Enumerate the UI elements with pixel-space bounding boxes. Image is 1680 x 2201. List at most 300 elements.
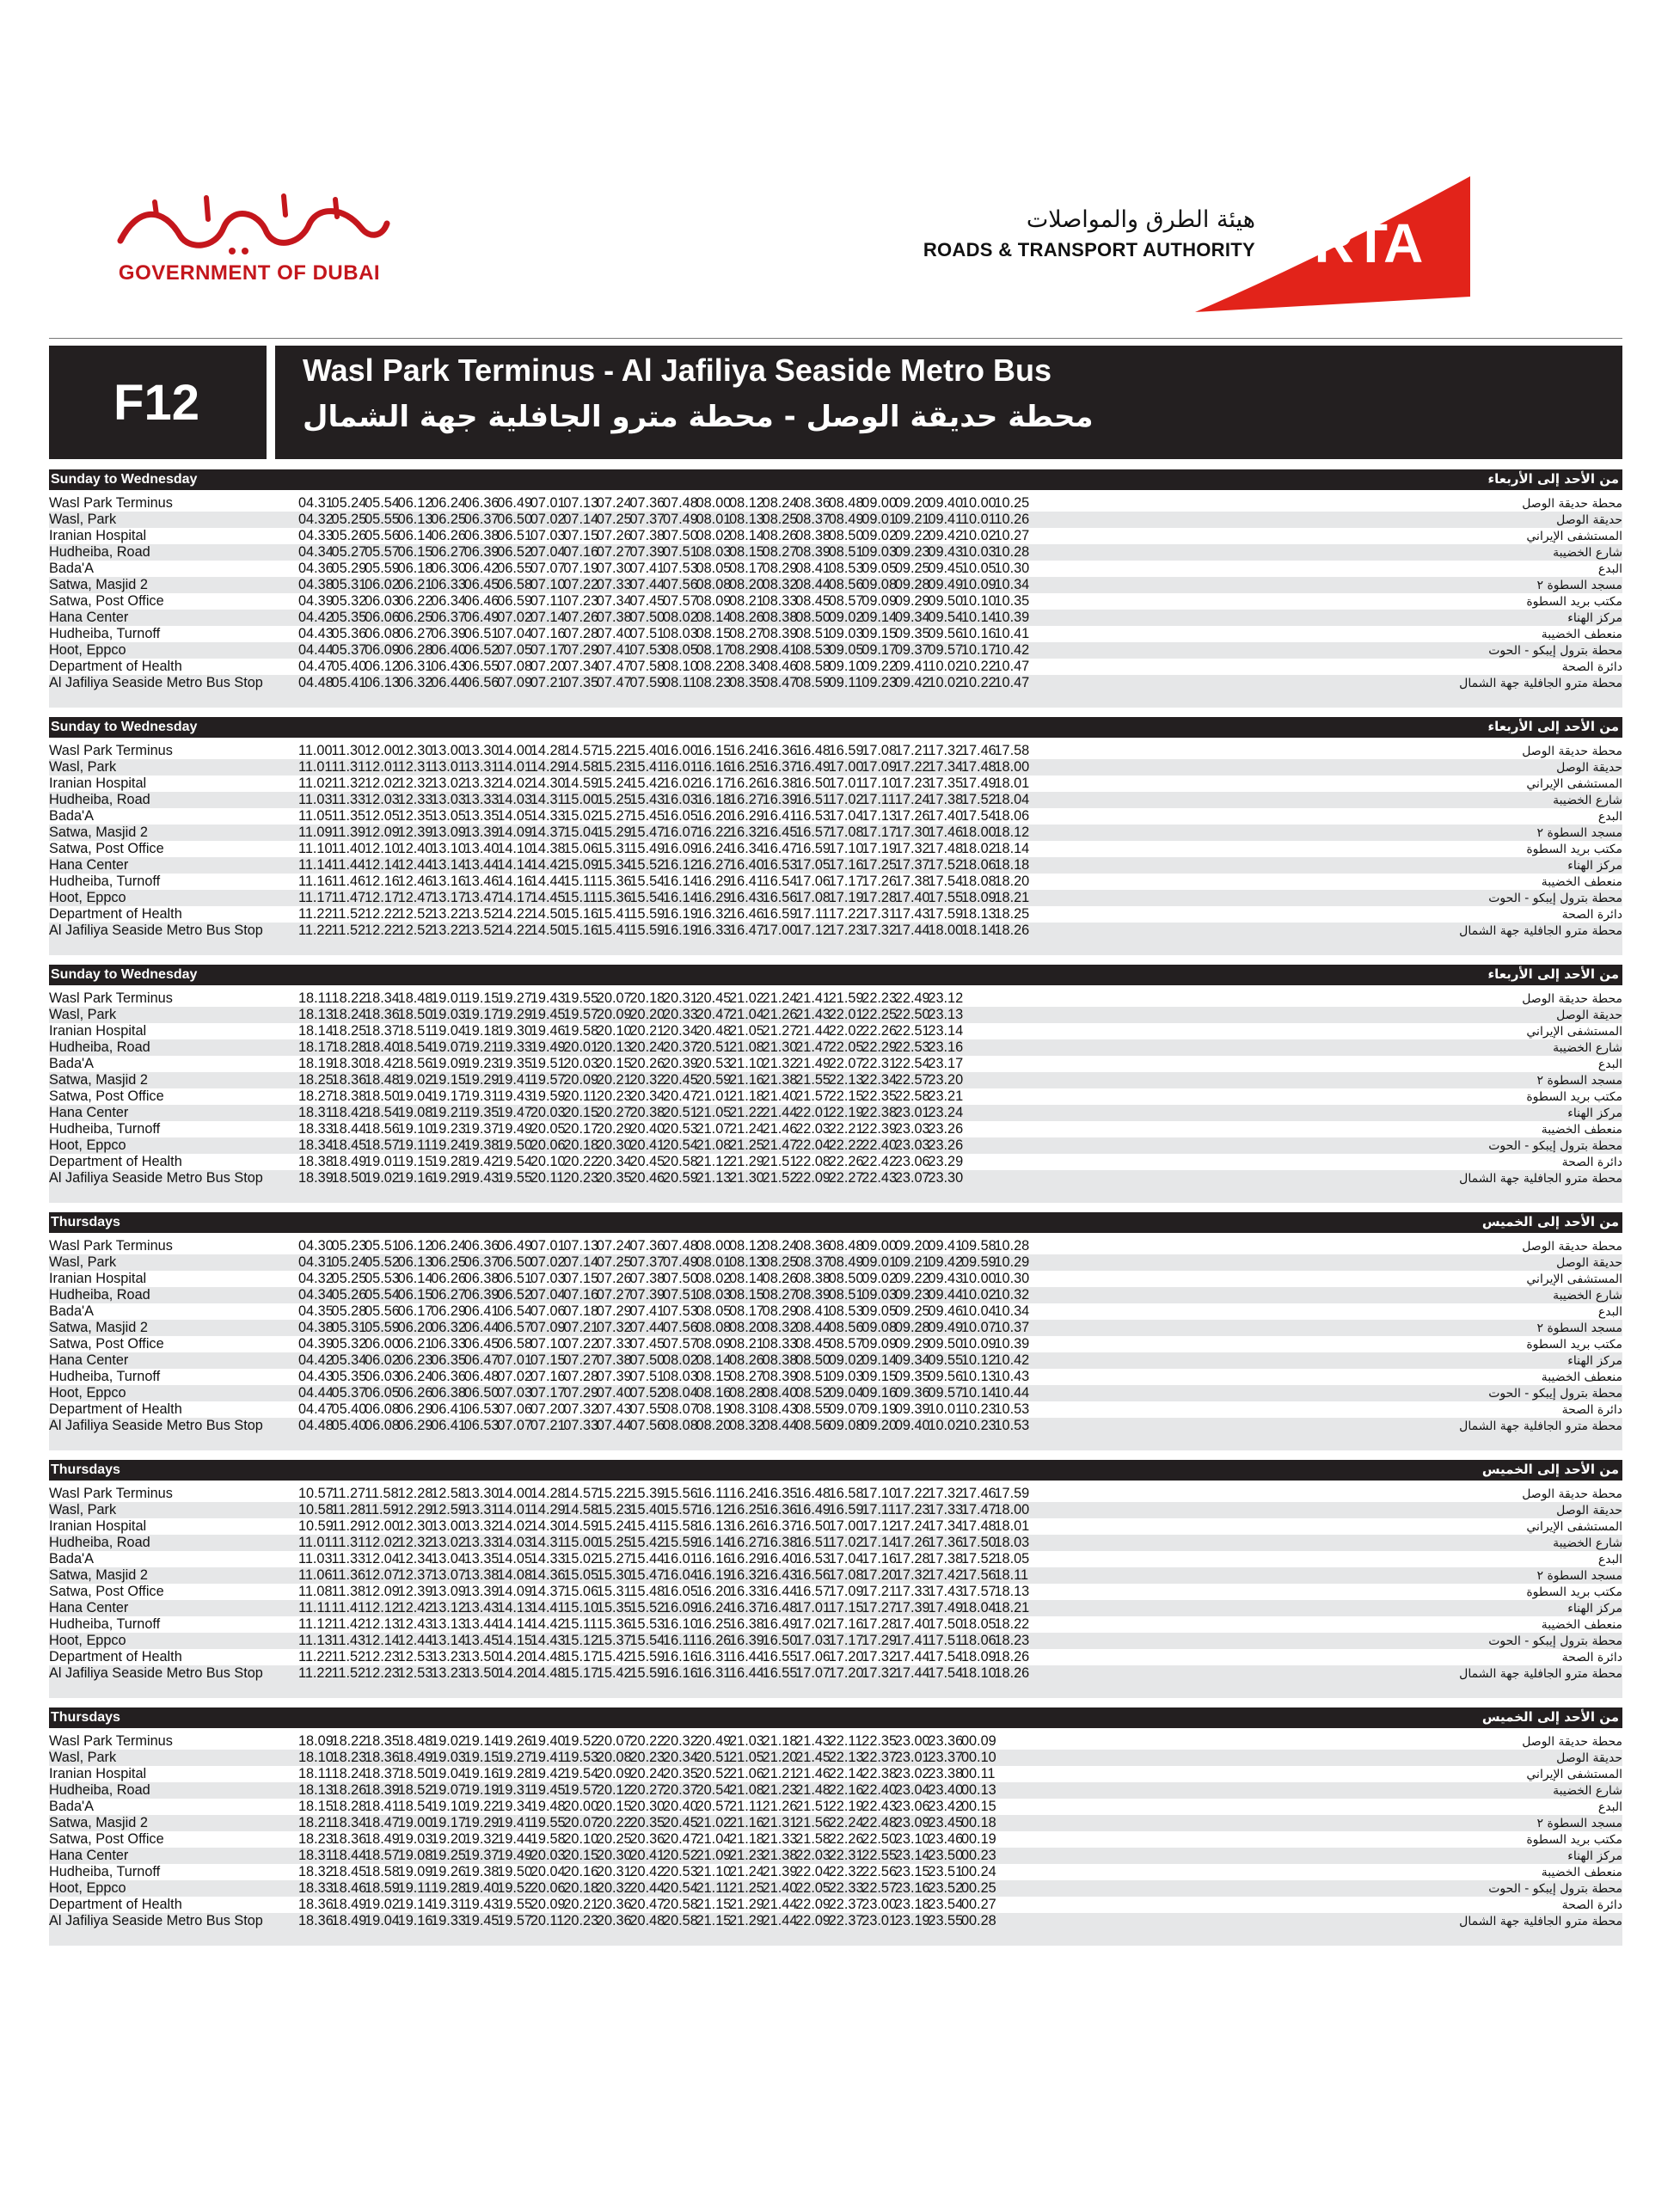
departure-time: 19.58 [530, 1831, 566, 1847]
departure-time: 09.20 [894, 495, 930, 511]
departure-time: 09.37 [894, 642, 930, 658]
departure-time: 07.34 [596, 593, 632, 609]
departure-time: 21.24 [729, 1864, 764, 1879]
departure-time: 07.39 [596, 1369, 632, 1384]
departure-time: 09.39 [894, 1401, 930, 1417]
departure-time: 00.27 [960, 1897, 996, 1912]
table-row [49, 1600, 1622, 1616]
departure-time: 20.36 [629, 1831, 665, 1847]
departure-time: 07.16 [530, 626, 566, 641]
departure-time: 06.37 [431, 610, 466, 625]
table-row [49, 1303, 1622, 1320]
departure-time: 06.50 [497, 1254, 533, 1270]
departure-time: 07.50 [663, 1271, 698, 1286]
departure-time: 09.00 [861, 495, 898, 511]
departure-time: 07.04 [530, 544, 566, 560]
departure-time: 12.14 [365, 1633, 400, 1648]
departure-time: 23.04 [894, 1782, 930, 1798]
departure-time: 11.09 [298, 825, 333, 840]
departure-time: 21.23 [762, 1782, 798, 1798]
stop-name-arabic: مسجد السطوة ٢ [1536, 1321, 1622, 1335]
departure-time: 18.49 [331, 1897, 367, 1912]
departure-time: 08.48 [828, 495, 864, 511]
departure-time: 18.36 [298, 1913, 334, 1928]
stop-name-arabic: محطة بترول إيبكو - الحوت [1488, 892, 1622, 905]
departure-time: 04.35 [298, 1303, 334, 1319]
departure-time: 16.24 [696, 1600, 732, 1615]
departure-time: 12.04 [365, 1551, 400, 1566]
departure-time: 16.36 [762, 743, 798, 758]
departure-time: 18.21 [994, 1600, 1030, 1615]
departure-time: 06.36 [463, 1238, 500, 1254]
departure-time: 06.38 [431, 1385, 466, 1401]
departure-time: 12.09 [365, 825, 400, 840]
departure-time: 20.01 [563, 1039, 599, 1055]
departure-time: 13.22 [431, 923, 466, 938]
departure-time: 11.44 [331, 857, 366, 873]
departure-time: 14.00 [497, 743, 533, 758]
departure-time: 07.57 [663, 1336, 698, 1352]
stop-name-arabic: محطة حديقة الوصل [1522, 745, 1622, 758]
departure-time: 05.40 [331, 1401, 367, 1417]
departure-time: 15.22 [596, 743, 632, 758]
stop-name: Al Jafiliya Seaside Metro Bus Stop [49, 923, 263, 938]
departure-time: 19.43 [463, 1897, 500, 1912]
departure-time: 09.25 [894, 1303, 930, 1319]
departure-time: 08.11 [663, 675, 697, 690]
departure-time: 20.59 [696, 1072, 732, 1088]
departure-time: 13.52 [463, 906, 500, 922]
departure-time: 17.51 [928, 1633, 964, 1648]
departure-time: 17.33 [928, 1502, 964, 1517]
departure-time: 13.10 [431, 841, 466, 856]
stop-name: Iranian Hospital [49, 1518, 147, 1534]
departure-time: 06.29 [397, 1401, 433, 1417]
departure-time: 14.01 [497, 759, 533, 775]
departure-time: 18.13 [994, 1584, 1030, 1599]
departure-time: 12.29 [397, 1502, 433, 1517]
departure-time: 23.45 [928, 1815, 964, 1830]
departure-time: 10.13 [960, 1369, 996, 1384]
departure-time: 20.05 [530, 1121, 566, 1137]
stop-name: Bada'A [49, 808, 94, 824]
departure-time: 20.32 [663, 1733, 698, 1749]
table-row [49, 1880, 1622, 1897]
table-row [49, 923, 1622, 955]
departure-time: 12.52 [397, 923, 433, 938]
departure-time: 21.05 [696, 1105, 732, 1120]
departure-time: 21.33 [762, 1831, 798, 1847]
departure-time: 22.26 [861, 1023, 898, 1039]
departure-time: 06.32 [397, 675, 433, 690]
stop-name-arabic: حديقة الوصل [1556, 1504, 1622, 1517]
departure-time: 06.26 [431, 1271, 466, 1286]
departure-time: 16.59 [828, 1502, 864, 1517]
departure-time: 11.06 [298, 1567, 333, 1583]
departure-time: 08.40 [762, 1385, 798, 1401]
stop-name: Hoot, Eppco [49, 1880, 126, 1896]
departure-time: 16.22 [696, 825, 732, 840]
departure-time: 15.25 [596, 792, 632, 807]
stop-name-arabic: حديقة الوصل [1556, 1256, 1622, 1270]
departure-time: 05.54 [365, 495, 400, 511]
departure-time: 17.59 [994, 1486, 1030, 1501]
departure-time: 08.33 [762, 1336, 798, 1352]
departure-time: 07.37 [629, 1254, 665, 1270]
departure-time: 23.50 [928, 1848, 964, 1863]
departure-time: 22.07 [828, 1056, 864, 1071]
departure-time: 07.55 [629, 1401, 665, 1417]
departure-time: 07.51 [629, 626, 665, 641]
departure-time: 06.12 [397, 495, 433, 511]
departure-time: 07.13 [563, 495, 599, 511]
departure-time: 06.41 [431, 1418, 466, 1433]
departure-time: 04.47 [298, 1401, 334, 1417]
departure-time: 17.58 [994, 743, 1030, 758]
departure-time: 20.44 [629, 1880, 665, 1896]
departure-time: 06.44 [431, 675, 466, 690]
departure-time: 22.09 [795, 1913, 831, 1928]
departure-time: 08.49 [828, 1254, 864, 1270]
departure-time: 22.42 [861, 1154, 898, 1169]
departure-time: 05.37 [331, 642, 367, 658]
stop-name: Satwa, Masjid 2 [49, 1567, 148, 1583]
departure-time: 18.36 [298, 1897, 334, 1912]
departure-time: 14.14 [497, 857, 533, 873]
departure-time: 11.03 [298, 792, 333, 807]
departure-time: 15.06 [563, 1584, 599, 1599]
departure-time: 17.46 [928, 825, 964, 840]
departure-time: 20.35 [629, 1815, 665, 1830]
departure-time: 04.32 [298, 512, 334, 527]
departure-time: 05.56 [365, 528, 400, 543]
departure-time: 06.02 [365, 1352, 400, 1368]
departure-time: 06.46 [463, 593, 500, 609]
departure-time: 18.37 [365, 1023, 400, 1039]
departure-time: 10.42 [994, 642, 1030, 658]
departure-time: 07.36 [629, 1238, 665, 1254]
departure-time: 21.26 [762, 1007, 798, 1022]
stop-name: Wasl, Park [49, 1254, 117, 1270]
departure-time: 07.56 [663, 1320, 698, 1335]
departure-time: 23.01 [861, 1913, 898, 1928]
departure-time: 07.45 [629, 1336, 665, 1352]
departure-time: 18.14 [994, 841, 1030, 856]
departure-time: 23.09 [894, 1815, 930, 1830]
departure-time: 21.29 [729, 1154, 764, 1169]
departure-time: 08.10 [663, 659, 698, 674]
departure-time: 08.14 [696, 610, 732, 625]
stop-name-arabic: محطة حديقة الوصل [1522, 497, 1622, 511]
rta-name-english: ROADS & TRANSPORT AUTHORITY [923, 239, 1255, 261]
departure-time: 07.03 [497, 1385, 533, 1401]
departure-time: 08.22 [696, 659, 732, 674]
stop-name: Iranian Hospital [49, 776, 147, 791]
departure-time: 07.47 [596, 675, 632, 690]
stop-name: Satwa, Masjid 2 [49, 825, 148, 840]
departure-time: 16.48 [795, 743, 831, 758]
departure-time: 06.02 [365, 577, 400, 592]
departure-time: 20.23 [563, 1913, 599, 1928]
departure-time: 07.19 [563, 561, 599, 576]
departure-time: 11.05 [298, 808, 333, 824]
departure-time: 19.09 [431, 1056, 466, 1071]
departure-time: 17.26 [861, 874, 898, 889]
departure-time: 08.09 [696, 593, 732, 609]
departure-time: 08.08 [663, 1418, 698, 1433]
departure-time: 07.37 [629, 512, 665, 527]
departure-time: 20.23 [563, 1170, 599, 1186]
stop-name-arabic: مكتب بريد السطوة [1526, 1090, 1622, 1104]
departure-time: 18.11 [298, 990, 333, 1006]
departure-time: 19.15 [463, 1750, 500, 1765]
departure-time: 07.18 [563, 1303, 599, 1319]
departure-time: 14.41 [530, 1600, 566, 1615]
departure-time: 16.24 [729, 1486, 764, 1501]
stop-name-arabic: دائرة الصحة [1561, 1156, 1622, 1169]
departure-time: 20.22 [629, 1733, 665, 1749]
departure-time: 19.21 [463, 1039, 500, 1055]
stop-name: Wasl Park Terminus [49, 495, 173, 511]
departure-time: 08.02 [663, 610, 698, 625]
departure-time: 19.24 [431, 1137, 466, 1153]
stop-name-arabic: منعطف الخضيبة [1541, 1370, 1622, 1384]
departure-time: 19.35 [463, 1105, 500, 1120]
departure-time: 19.10 [431, 1799, 466, 1814]
departure-time: 10.39 [994, 1336, 1030, 1352]
departure-time: 21.02 [729, 990, 764, 1006]
departure-time: 14.02 [497, 1518, 533, 1534]
departure-time: 22.57 [894, 1072, 930, 1088]
departure-time: 22.08 [795, 1154, 831, 1169]
departure-time: 19.33 [431, 1913, 466, 1928]
departure-time: 17.34 [928, 759, 964, 775]
departure-time: 08.55 [795, 1401, 831, 1417]
departure-time: 21.32 [762, 1056, 798, 1071]
departure-time: 07.27 [596, 1287, 632, 1303]
departure-time: 22.15 [828, 1088, 864, 1104]
departure-time: 08.56 [828, 1320, 864, 1335]
departure-time: 15.59 [629, 1665, 665, 1681]
departure-time: 21.43 [795, 1007, 831, 1022]
rta-name-arabic: هيئة الطرق والمواصلات [1026, 206, 1255, 233]
departure-time: 16.32 [729, 1567, 764, 1583]
stop-name-arabic: دائرة الصحة [1561, 1651, 1622, 1665]
departure-time: 22.22 [828, 1137, 864, 1153]
departure-time: 17.11 [795, 906, 830, 922]
departure-time: 22.34 [861, 1072, 898, 1088]
departure-time: 08.51 [795, 1369, 831, 1384]
departure-time: 07.33 [596, 577, 632, 592]
stop-name: Department of Health [49, 659, 182, 674]
departure-time: 16.19 [663, 906, 698, 922]
departure-time: 19.04 [397, 1088, 433, 1104]
departure-time: 07.33 [563, 1418, 599, 1433]
departure-time: 20.47 [629, 1897, 665, 1912]
departure-time: 20.06 [530, 1137, 566, 1153]
departure-time: 15.39 [629, 1486, 665, 1501]
departure-time: 11.52 [331, 906, 366, 922]
departure-time: 19.02 [397, 1072, 433, 1088]
departure-time: 17.38 [894, 874, 930, 889]
departure-time: 19.34 [497, 1799, 533, 1814]
departure-time: 21.21 [762, 1766, 798, 1781]
departure-time: 20.46 [629, 1170, 665, 1186]
departure-time: 14.57 [563, 1486, 599, 1501]
departure-time: 07.02 [530, 1254, 566, 1270]
departure-time: 15.59 [629, 1649, 665, 1665]
departure-time: 19.55 [497, 1897, 533, 1912]
departure-time: 19.41 [530, 1750, 566, 1765]
departure-time: 17.10 [828, 841, 864, 856]
departure-time: 17.06 [795, 1649, 831, 1665]
departure-time: 07.39 [629, 1287, 665, 1303]
departure-time: 16.27 [729, 1535, 764, 1550]
stop-name: Wasl, Park [49, 759, 117, 775]
departure-time: 07.53 [629, 642, 665, 658]
departure-time: 10.25 [994, 495, 1030, 511]
table-row [49, 1913, 1622, 1946]
departure-time: 07.49 [663, 1254, 698, 1270]
departure-time: 20.18 [563, 1880, 599, 1896]
departure-time: 23.54 [928, 1897, 964, 1912]
departure-time: 20.24 [629, 1039, 665, 1055]
departure-time: 16.26 [729, 776, 764, 791]
departure-time: 23.37 [928, 1750, 964, 1765]
departure-time: 23.19 [894, 1913, 930, 1928]
departure-time: 17.00 [762, 923, 798, 938]
departure-time: 19.43 [463, 1170, 500, 1186]
stop-name-arabic: شارع الخضيبة [1553, 546, 1622, 560]
departure-time: 18.54 [365, 1105, 400, 1120]
departure-time: 10.59 [298, 1518, 334, 1534]
departure-time: 12.39 [397, 1584, 433, 1599]
departure-time: 23.10 [894, 1831, 930, 1847]
departure-time: 19.29 [497, 1007, 533, 1022]
stop-name: Hudheiba, Road [49, 1782, 150, 1798]
departure-time: 15.02 [563, 1551, 599, 1566]
departure-time: 09.55 [928, 1352, 964, 1368]
table-row [49, 1352, 1622, 1369]
departure-time: 18.50 [397, 1766, 433, 1781]
departure-time: 13.44 [463, 857, 500, 873]
departure-time: 20.16 [563, 1864, 599, 1879]
departure-time: 06.36 [463, 495, 500, 511]
departure-time: 05.32 [331, 1336, 367, 1352]
departure-time: 19.17 [431, 1815, 466, 1830]
departure-time: 10.29 [994, 1254, 1030, 1270]
departure-time: 11.08 [298, 1584, 333, 1599]
departure-time: 05.26 [331, 528, 367, 543]
stop-name: Satwa, Post Office [49, 1584, 164, 1599]
departure-time: 18.34 [331, 1815, 367, 1830]
departure-time: 15.52 [629, 1600, 665, 1615]
departure-time: 19.53 [563, 1750, 599, 1765]
departure-time: 23.42 [928, 1799, 964, 1814]
departure-time: 07.04 [530, 1287, 566, 1303]
departure-time: 16.03 [663, 792, 698, 807]
departure-time: 17.48 [960, 1518, 996, 1534]
departure-time: 16.53 [795, 1551, 831, 1566]
stop-name-arabic: منعطف الخضيبة [1541, 1866, 1622, 1879]
departure-time: 11.40 [331, 841, 366, 856]
departure-time: 07.40 [596, 1385, 632, 1401]
departure-time: 05.54 [365, 1287, 400, 1303]
departure-time: 10.17 [960, 642, 996, 658]
departure-time: 14.15 [497, 1633, 533, 1648]
departure-time: 20.47 [663, 1088, 698, 1104]
departure-time: 16.50 [795, 1518, 831, 1534]
departure-time: 09.08 [828, 1418, 864, 1433]
departure-time: 22.21 [828, 1121, 864, 1137]
departure-time: 23.52 [928, 1880, 964, 1896]
departure-time: 14.10 [497, 841, 533, 856]
departure-time: 15.17 [563, 1649, 599, 1665]
departure-time: 18.01 [994, 1518, 1030, 1534]
stop-name: Department of Health [49, 1154, 182, 1169]
table-row [49, 1766, 1622, 1782]
departure-time: 22.50 [894, 1007, 930, 1022]
departure-time: 20.23 [629, 1750, 665, 1765]
departure-time: 21.08 [696, 1137, 732, 1153]
departure-time: 14.42 [530, 1616, 566, 1632]
departure-time: 07.29 [596, 1303, 632, 1319]
departure-time: 15.04 [563, 825, 599, 840]
departure-time: 08.34 [729, 659, 764, 674]
departure-time: 21.01 [696, 1088, 732, 1104]
departure-time: 17.46 [960, 1486, 996, 1501]
stop-name: Wasl, Park [49, 1007, 117, 1022]
departure-time: 16.27 [729, 792, 764, 807]
departure-time: 14.03 [497, 792, 533, 807]
departure-time: 08.14 [729, 1271, 764, 1286]
departure-time: 09.25 [894, 561, 930, 576]
table-row [49, 857, 1622, 874]
departure-time: 18.11 [298, 1766, 333, 1781]
departure-time: 20.31 [663, 990, 698, 1006]
departure-time: 13.00 [431, 743, 466, 758]
departure-time: 08.37 [795, 512, 831, 527]
departure-time: 19.25 [431, 1848, 466, 1863]
departure-time: 07.07 [497, 1418, 533, 1433]
departure-time: 19.38 [463, 1864, 500, 1879]
departure-time: 13.39 [463, 1584, 500, 1599]
departure-time: 18.51 [397, 1023, 433, 1039]
departure-time: 05.53 [365, 1271, 400, 1286]
departure-time: 08.53 [828, 561, 864, 576]
departure-time: 04.31 [298, 1254, 334, 1270]
stop-name-arabic: مركز الهناء [1567, 1354, 1622, 1368]
departure-time: 16.32 [729, 825, 764, 840]
departure-time: 22.53 [894, 1039, 930, 1055]
departure-time: 12.10 [365, 841, 400, 856]
departure-time: 18.06 [960, 857, 996, 873]
departure-time: 23.30 [928, 1170, 964, 1186]
departure-time: 16.17 [696, 776, 732, 791]
departure-time: 22.04 [795, 1137, 831, 1153]
departure-time: 06.53 [463, 1418, 500, 1433]
departure-time: 23.46 [928, 1831, 964, 1847]
departure-time: 22.05 [795, 1880, 831, 1896]
table-row [49, 675, 1622, 708]
departure-time: 20.59 [663, 1170, 698, 1186]
departure-time: 09.00 [861, 1238, 898, 1254]
departure-time: 17.12 [795, 923, 831, 938]
stop-name-arabic: محطة بترول إيبكو - الحوت [1488, 1882, 1622, 1896]
departure-time: 07.28 [563, 1369, 599, 1384]
departure-time: 21.05 [729, 1750, 764, 1765]
stop-name: Satwa, Masjid 2 [49, 577, 148, 592]
